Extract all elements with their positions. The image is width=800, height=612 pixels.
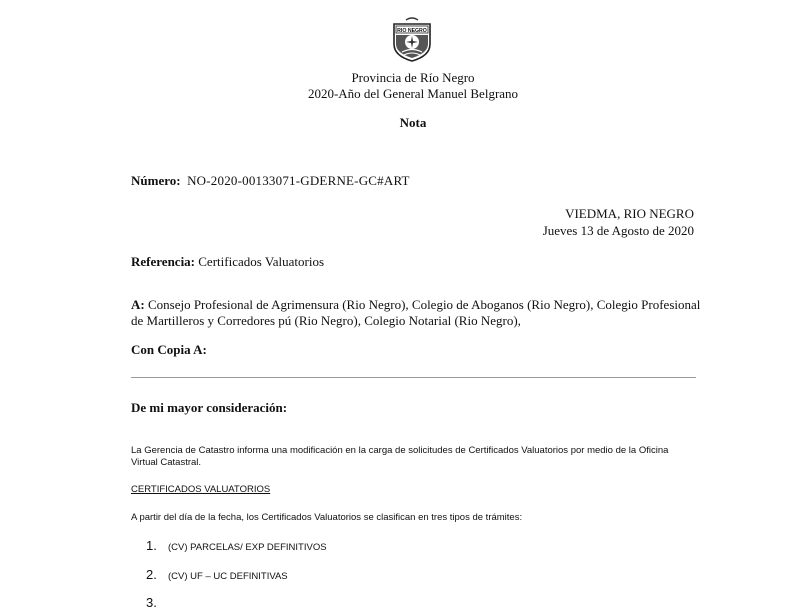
document-type: Nota	[399, 115, 427, 130]
referencia-label: Referencia:	[131, 254, 196, 269]
list-text: (CV) UF – UC DEFINITIVAS	[168, 571, 288, 582]
numero-label: Número:	[131, 173, 181, 188]
rio-negro-seal-icon	[390, 16, 434, 62]
partir-paragraph: A partir del día de la fecha, los Certificados Valuatorios se clasifican en tres tipos de trámites:	[131, 512, 523, 523]
recipients-value: Consejo Profesional de Agrimensura (Rio Negro), Colegio de Aboganos (Rio Negro), Colegio Profesional de Martilleros y Corredores pú (Rio Negro), Colegio Notarial (Rio Negro),	[131, 297, 701, 328]
recipients-block	[131, 297, 701, 329]
greeting-text: De mi mayor consideración:	[131, 400, 288, 415]
list-number: 1.	[146, 538, 157, 553]
intro-paragraph: La Gerencia de Catastro informa una modificación en la carga de solicitudes de Certificados Valuatorios por medio de la Oficina Virtual Catastral.	[131, 445, 669, 468]
list-item	[146, 594, 164, 612]
greeting	[131, 400, 287, 416]
list-number: 2.	[146, 567, 157, 582]
list-item	[146, 566, 288, 584]
list-number: 3.	[146, 595, 157, 610]
province-heading: Provincia de Río Negro	[351, 70, 475, 85]
seal-text: RIO NEGRO	[397, 27, 427, 34]
referencia-line	[131, 254, 324, 270]
numero-value: NO-2020-00133071-GDERNE-GC#ART	[187, 173, 410, 188]
city: VIEDMA, RIO NEGRO	[565, 206, 694, 221]
referencia-value: Certificados Valuatorios	[198, 254, 325, 269]
list-item	[146, 537, 327, 555]
cc-label: Con Copia A:	[131, 342, 207, 357]
year-heading: 2020-Año del General Manuel Belgrano	[307, 86, 519, 101]
list-text: (CV) PARCELAS/ EXP DEFINITIVOS	[168, 542, 327, 553]
divider	[131, 377, 696, 378]
recipients-label: A:	[131, 297, 145, 312]
date: Jueves 13 de Agosto de 2020	[542, 223, 694, 238]
numero-line	[131, 173, 410, 189]
section-title: CERTIFICADOS VALUATORIOS	[131, 484, 271, 495]
cc-line	[131, 342, 207, 358]
